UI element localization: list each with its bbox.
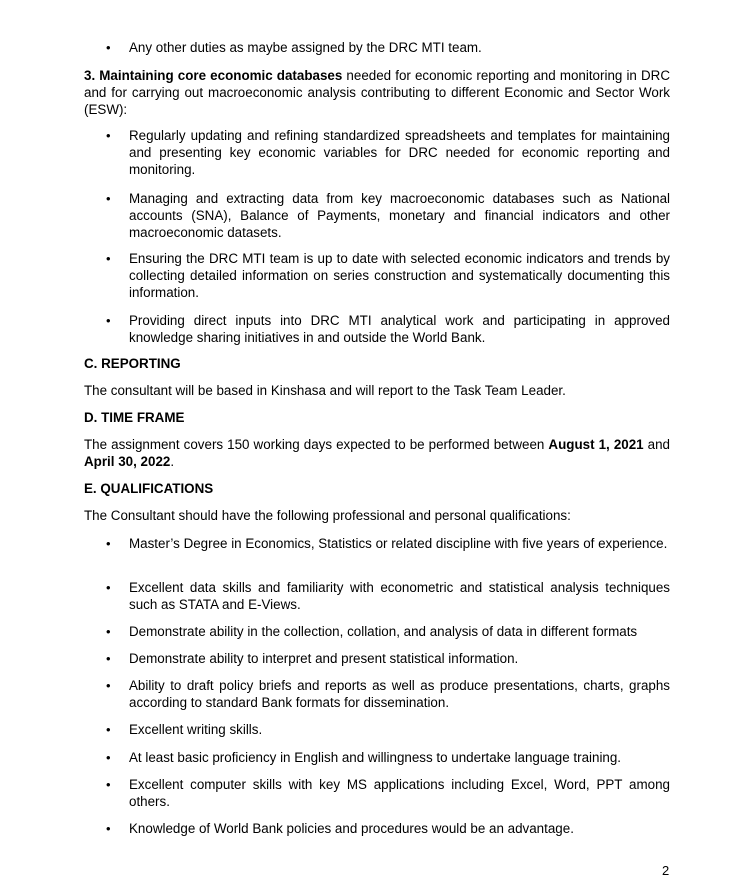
end-date: April 30, 2022 — [84, 454, 171, 469]
time-frame-text-c: . — [170, 454, 175, 469]
page-number: 2 — [662, 863, 670, 878]
time-frame-text-b: and — [643, 437, 671, 452]
start-date: August 1, 2021 — [548, 437, 644, 452]
list-item-text: Ability to draft policy briefs and reports as well as produce presentations, charts, graphs according to standard Bank formats for dissemination. — [129, 678, 670, 710]
list-item-text: Demonstrate ability to interpret and present statistical information. — [129, 651, 519, 666]
bullet-icon: • — [106, 580, 111, 595]
list-item-text: Managing and extracting data from key macroeconomic databases such as National accounts (SNA), Balance of Payments, monetary and financial indicators and other macroeconomic datasets. — [129, 191, 670, 240]
bullet-icon: • — [106, 251, 111, 266]
bullet-icon: • — [106, 750, 111, 765]
bullet-icon: • — [106, 651, 111, 666]
list-item-text: Any other duties as maybe assigned by the DRC MTI team. — [129, 40, 482, 55]
bullet-icon: • — [106, 678, 111, 693]
time-frame-text-a: The assignment covers 150 working days expected to be performed between — [84, 437, 549, 452]
bullet-icon: • — [106, 624, 111, 639]
bullet-icon: • — [106, 777, 111, 792]
bullet-icon: • — [106, 40, 111, 55]
bullet-icon: • — [106, 191, 111, 206]
bullet-icon: • — [106, 722, 111, 737]
bullet-icon: • — [106, 313, 111, 328]
reporting-heading: C. REPORTING — [84, 356, 181, 371]
section-3-paragraph — [84, 67, 670, 118]
list-item-text: Excellent computer skills with key MS applications including Excel, Word, PPT among others. — [129, 777, 670, 809]
bullet-icon: • — [106, 128, 111, 143]
list-item-text: Excellent writing skills. — [129, 722, 263, 737]
qualifications-intro: The Consultant should have the following professional and personal qualifications: — [84, 508, 571, 523]
bullet-icon: • — [106, 536, 111, 551]
list-item-text: Providing direct inputs into DRC MTI analytical work and participating in approved knowledge sharing initiatives in and outside the World Bank. — [129, 313, 670, 345]
list-item-text: Excellent data skills and familiarity with econometric and statistical analysis techniques such as STATA and E-Views. — [129, 580, 670, 612]
list-item-text: Knowledge of World Bank policies and procedures would be an advantage. — [129, 821, 574, 836]
time-frame-text — [84, 436, 670, 470]
section-3-title: 3. Maintaining core economic databases — [84, 68, 343, 83]
list-item-text: At least basic proficiency in English and willingness to undertake language training. — [129, 750, 622, 765]
qualifications-heading: E. QUALIFICATIONS — [84, 481, 214, 496]
bullet-icon: • — [106, 821, 111, 836]
list-item-text: Ensuring the DRC MTI team is up to date with selected economic indicators and trends by collecting detailed information on series construction and systematically documenting this information. — [129, 251, 670, 300]
list-item-text: Regularly updating and refining standardized spreadsheets and templates for maintaining and presenting key economic variables for DRC needed for economic reporting and monitoring. — [129, 128, 670, 177]
reporting-text: The consultant will be based in Kinshasa and will report to the Task Team Leader. — [84, 383, 566, 398]
list-item-text: Demonstrate ability in the collection, collation, and analysis of data in different formats — [129, 624, 638, 639]
section-3-description: needed for economic reporting and monitoring in DRC and for carrying out macroeconomic analysis contributing to different Economic and Sector Work (ESW): — [84, 68, 670, 117]
time-frame-heading: D. TIME FRAME — [84, 410, 185, 425]
list-item-text: Master’s Degree in Economics, Statistics or related discipline with five years of experience. — [129, 536, 668, 551]
